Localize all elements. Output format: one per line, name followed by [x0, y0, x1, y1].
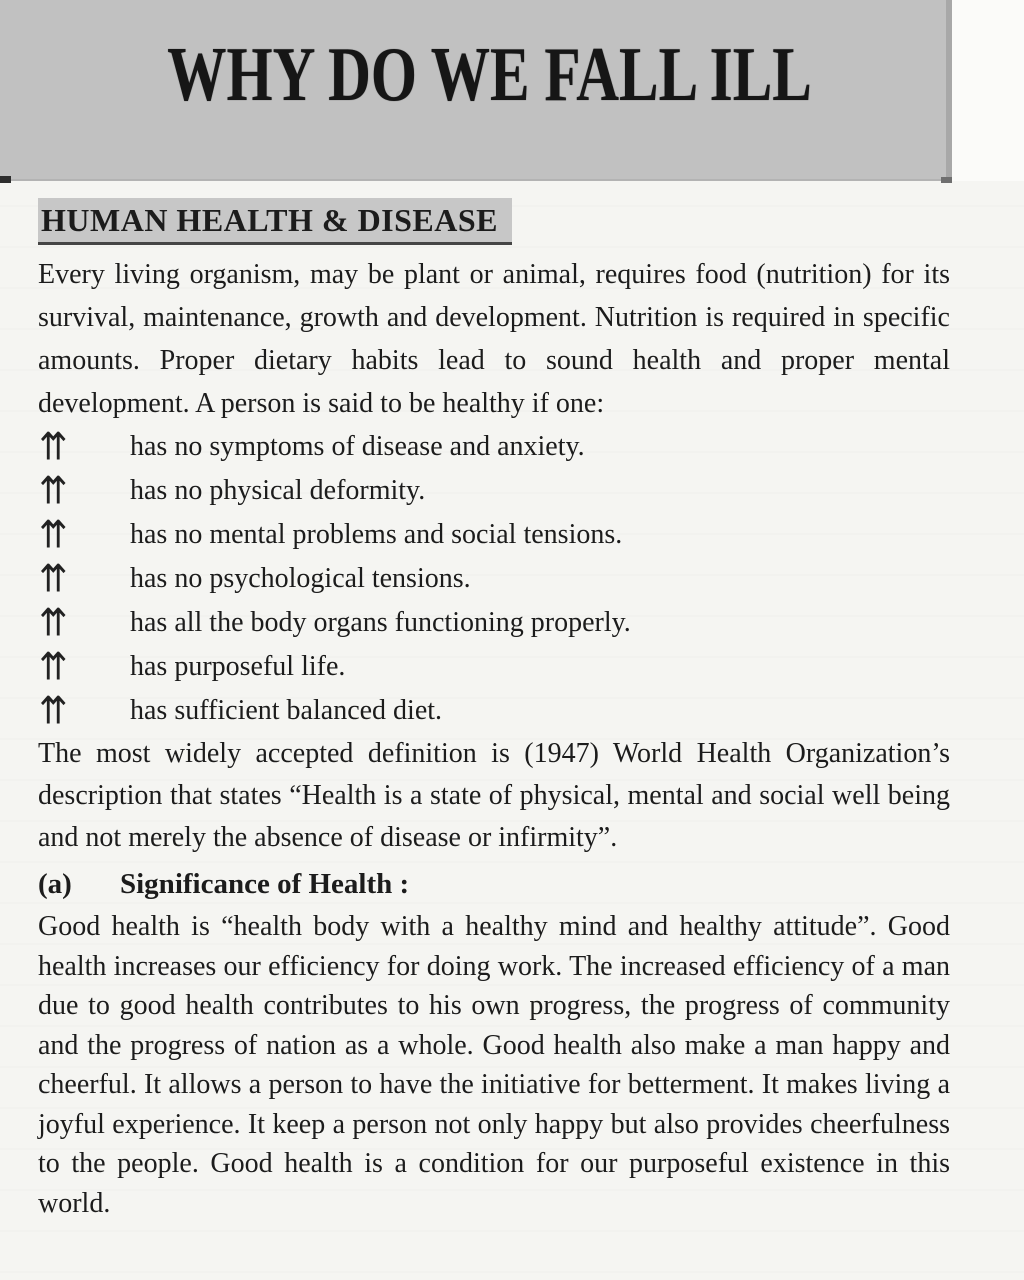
subsection-label: (a) [38, 868, 72, 900]
list-item-text: has sufficient balanced diet. [130, 695, 443, 726]
section-heading-text: HUMAN HEALTH & DISEASE [38, 198, 512, 245]
list-item-text: has all the body organs functioning properly. [130, 607, 631, 638]
scan-artifact-left [0, 176, 11, 183]
list-item-text: has no mental problems and social tensions. [130, 519, 623, 550]
list-item [38, 645, 950, 689]
document-content [38, 198, 950, 1223]
double-up-arrow-icon: ⇈ [39, 424, 66, 470]
page-title: WHY DO WE FALL ILL [167, 31, 812, 118]
list-item [38, 601, 950, 645]
list-item-text: has no physical deformity. [130, 475, 426, 506]
health-criteria-list [38, 425, 950, 733]
list-item [38, 469, 950, 513]
who-definition-paragraph: The most widely accepted definition is (1947) World Health Organization’s description that states “Health is a state of physical, mental and social well being and not merely the absence of disease or infirmity”. [38, 738, 950, 853]
double-up-arrow-icon: ⇈ [39, 468, 66, 514]
scan-artifact-right [941, 177, 952, 183]
significance-paragraph: Good health is “health body with a healthy mind and healthy attitude”. Good health increases our efficiency for doing work. The increased efficiency of a man due to good health contributes to his own progress, the progress of community and the progress of nation as a whole. Good health also make a man happy and cheerful. It allows a person to have the initiative for betterment. It makes living a joyful experience. It keep a person not only happy but also provides cheerfulness to the people. Good health is a condition for our purposeful existence in this world. [38, 911, 950, 1219]
double-up-arrow-icon: ⇈ [39, 556, 66, 602]
list-item-text: has purposeful life. [130, 651, 346, 682]
title-banner [0, 0, 952, 181]
list-item-text: has no symptoms of disease and anxiety. [130, 431, 585, 462]
double-up-arrow-icon: ⇈ [39, 688, 66, 734]
intro-paragraph: Every living organism, may be plant or animal, requires food (nutrition) for its survival, maintenance, growth and development. Nutrition is required in specific amounts. Proper dietary habits lead to sound health and proper mental development. A person is said to be healthy if one: [38, 259, 950, 419]
list-item [38, 513, 950, 557]
list-item [38, 425, 950, 469]
list-item [38, 557, 950, 601]
double-up-arrow-icon: ⇈ [39, 512, 66, 558]
section-heading [38, 198, 950, 245]
subsection-heading [38, 863, 950, 905]
double-up-arrow-icon: ⇈ [39, 600, 66, 646]
list-item [38, 689, 950, 733]
list-item-text: has no psychological tensions. [130, 563, 471, 594]
banner-right-gap [952, 0, 1024, 181]
subsection-title: Significance of Health : [120, 868, 410, 900]
double-up-arrow-icon: ⇈ [39, 644, 66, 690]
